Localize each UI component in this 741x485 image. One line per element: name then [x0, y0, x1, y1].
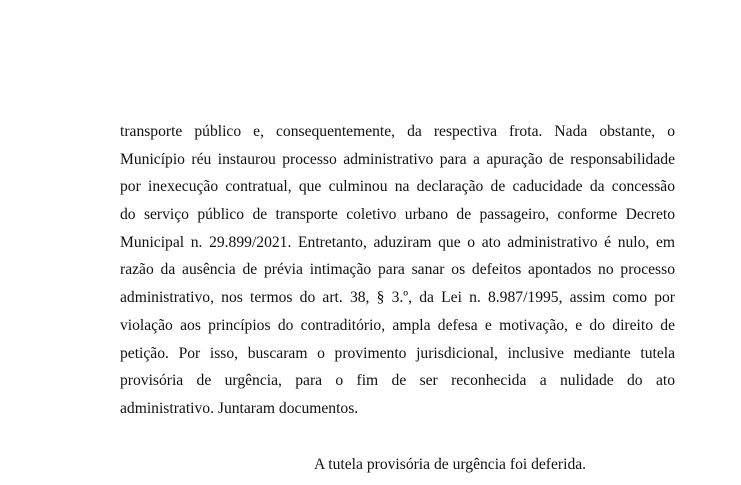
paragraph-line: violação aos princípios do contraditório, ampla defesa e motivação, e do direito de	[120, 316, 675, 334]
paragraph-line: Município réu instaurou processo administrativo para a apuração de responsabilidade	[120, 150, 675, 168]
paragraph-line: provisória de urgência, para o fim de ser reconhecida a nulidade do ato	[120, 372, 675, 390]
paragraph-line: petição. Por isso, buscaram o provimento jurisdicional, inclusive mediante tutela	[120, 344, 675, 362]
paragraph-line: por inexecução contratual, que culminou na declaração de caducidade da concessão	[120, 178, 675, 196]
paragraph-1	[120, 118, 675, 423]
paragraph-line: Municipal n. 29.899/2021. Entretanto, aduziram que o ato administrativo é nulo, em	[120, 233, 675, 251]
paragraph-line: do serviço público de transporte coletivo urbano de passageiro, conforme Decreto	[120, 206, 675, 224]
paragraph-line: transporte público e, consequentemente, da respectiva frota. Nada obstante, o	[120, 123, 675, 140]
paragraph-line: razão da ausência de prévia intimação para sanar os defeitos apontados no processo	[120, 261, 675, 279]
paragraph-2: A tutela provisória de urgência foi deferida.	[314, 456, 587, 473]
paragraph-line: administrativo, nos termos do art. 38, § 3.º, da Lei n. 8.987/1995, assim como por	[120, 289, 675, 307]
paragraph-line: administrativo. Juntaram documentos.	[120, 399, 359, 417]
